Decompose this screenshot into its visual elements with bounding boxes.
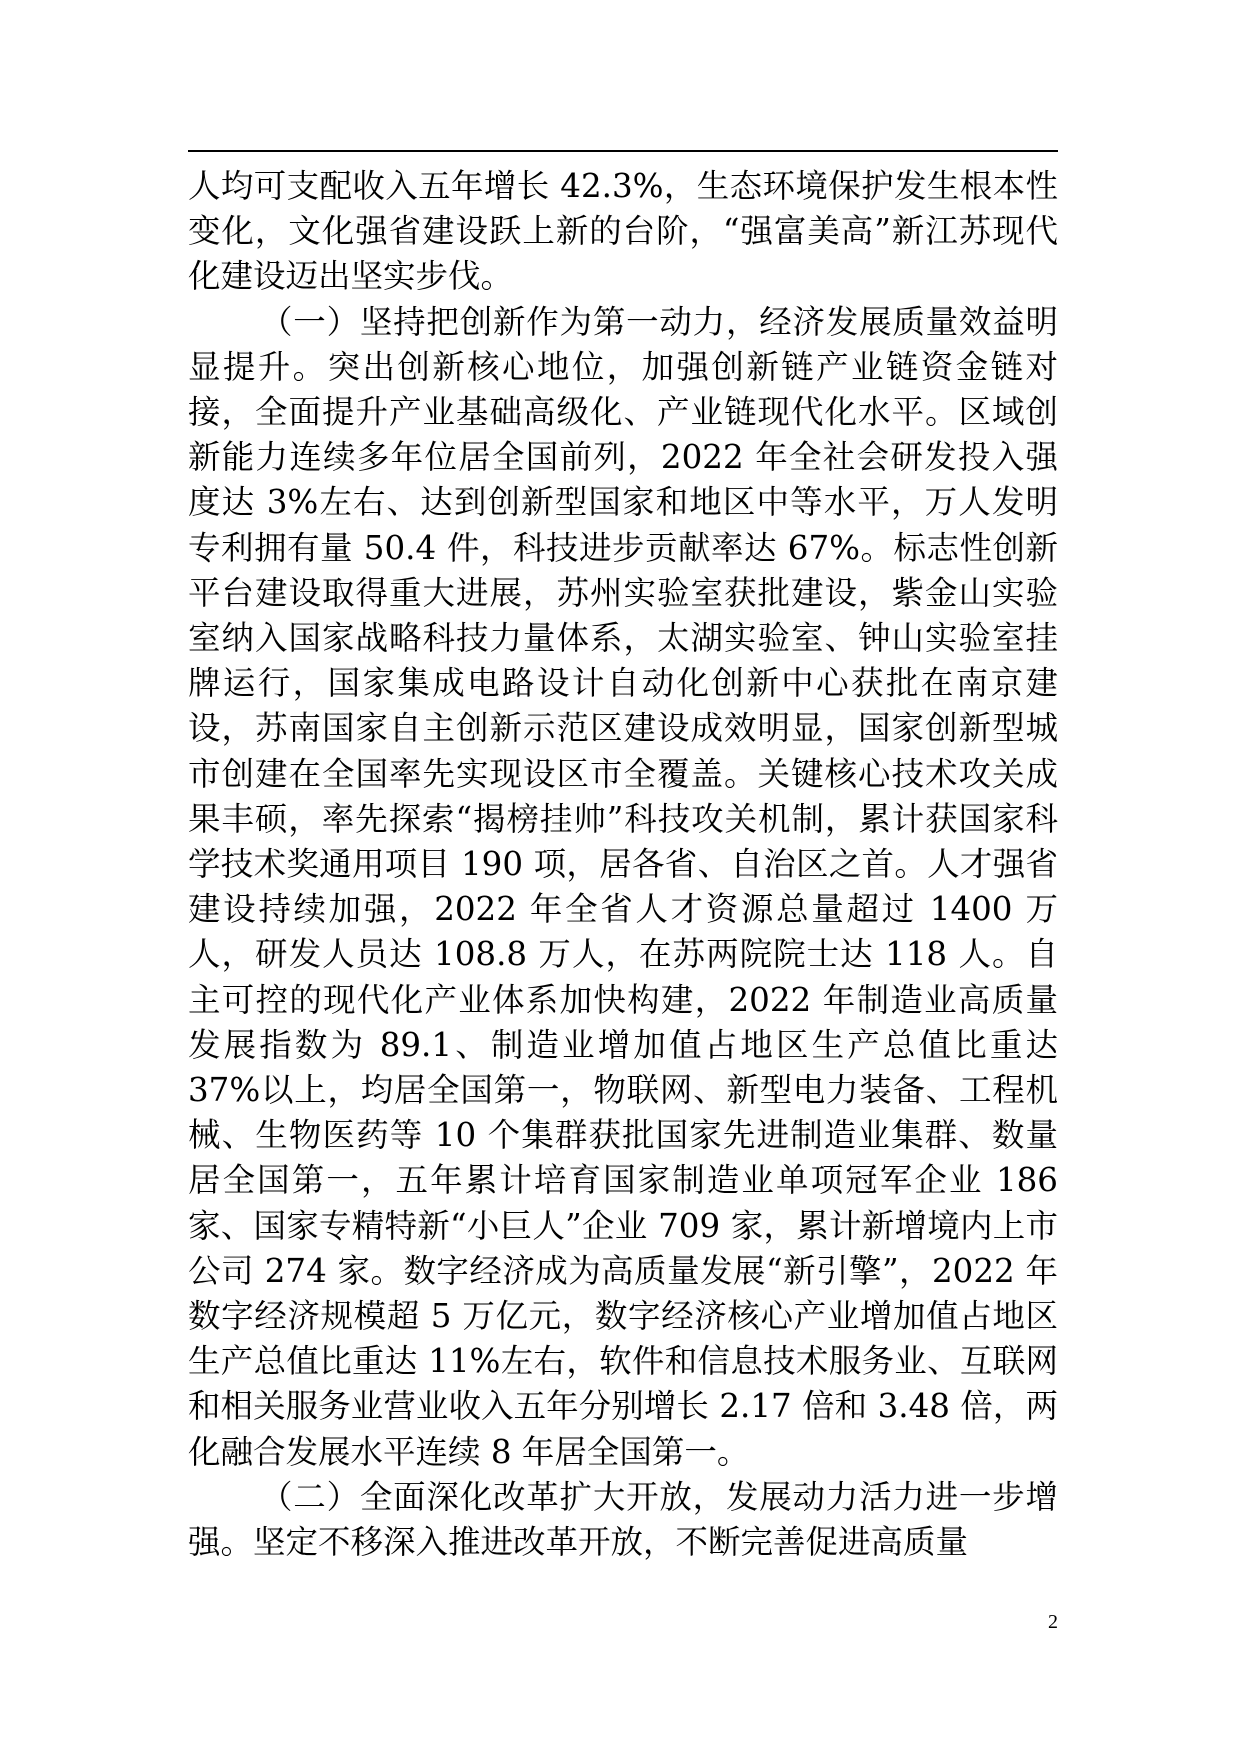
paragraph-2: （一）坚持把创新作为第一动力，经济发展质量效益明显提升。突出创新核心地位，加强创新链产业链资金链对接，全面提升产业基础高级化、产业链现代化水平。区域创新能力连续多年位居全国前列，2022 年全社会研发投入强度达 3%左右、达到创新型国家和地区中等水平，万人发明专利拥有量 50.4 件，科技进步贡献率达 67%。标志性创新平台建设取得重大进展，苏州实验室获批建设，紫金山实验室纳入国家战略科技力量体系，太湖实验室、钟山实验室挂牌运行，国家集成电路设计自动化创新中心获批在南京建设，苏南国家自主创新示范区建设成效明显，国家创新型城市创建在全国率先实现设区市全覆盖。关键核心技术攻关成果丰硕，率先探索“揭榜挂帅”科技攻关机制，累计获国家科学技术奖通用项目 190 项，居各省、自治区之首。人才强省建设持续加强，2022 年全省人才资源总量超过 1400 万人，研发人员达 108.8 万人，在苏两院院士达 118 人。自主可控的现代化产业体系加快构建，2022 年制造业高质量发展指数为 89.1、制造业增加值占地区生产总值比重达 37%以上，均居全国第一，物联网、新型电力装备、工程机械、生物医药等 10 个集群获批国家先进制造业集群、数量居全国第一，五年累计培育国家制造业单项冠军企业 186 家、国家专精特新“小巨人”企业 709 家，累计新增境内上市公司 274 家。数字经济成为高质量发展“新引擎”，2022 年数字经济规模超 5 万亿元，数字经济核心产业增加值占地区生产总值比重达 11%左右，软件和信息技术服务业、互联网和相关服务业营业收入五年分别增长 2.17 倍和 3.48 倍，两化融合发展水平连续 8 年居全国第一。 xyxy=(188,302,1058,1471)
body-text xyxy=(188,164,1058,1565)
page-number: 2 xyxy=(1048,1611,1058,1633)
header-rule xyxy=(188,150,1058,152)
paragraph-3: （二）全面深化改革扩大开放，发展动力活力进一步增强。坚定不移深入推进改革开放，不断完善促进高质量 xyxy=(188,1477,1058,1562)
paragraph-1: 人均可支配收入五年增长 42.3%，生态环境保护发生根本性变化，文化强省建设跃上新的台阶，“强富美高”新江苏现代化建设迈出坚实步伐。 xyxy=(188,167,1058,296)
